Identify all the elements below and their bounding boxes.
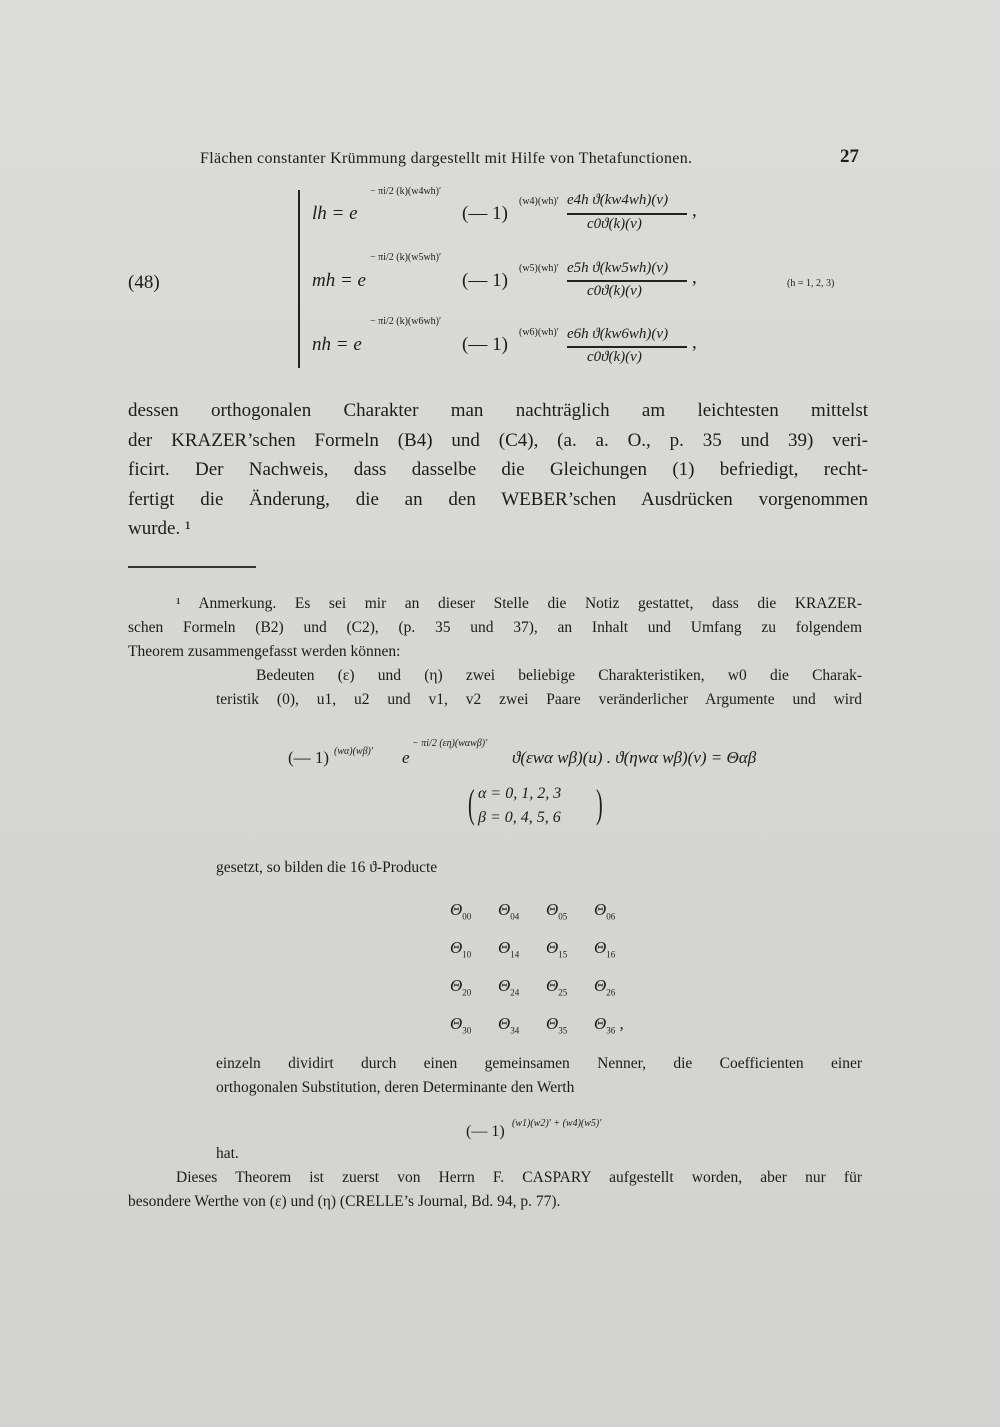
fraction-numerator: e6h ϑ(kw6wh)(v) [567, 326, 669, 342]
paragraph-line: wurde. ¹ [128, 518, 191, 539]
paragraph-line: dessen orthogonalen Charakter man nachträglich am leichtesten mittelst [128, 400, 868, 421]
theta-product: $\Theta_{34}$ [498, 1014, 520, 1036]
theta-product: $\Theta_{06}$ [594, 900, 616, 922]
footnote-line: gesetzt, so bilden die 16 ϑ-Producte [216, 859, 438, 876]
equation-row-m: mh = e − πi/2 (k)(w5wh)′ (— 1) (w5)(wh)′ e5h ϑ(kw5wh)(v) c0ϑ(k)(v) , [312, 252, 697, 299]
footnote-line: einzeln dividirt durch einen gemeinsamen Nenner, die Coefficienten einer [216, 1055, 862, 1072]
page-number: 27 [840, 146, 859, 167]
sign-factor: (— 1) [462, 334, 508, 355]
equation-row-l: lh = e − πi/2 (k)(w4wh)′ (— 1) (w4)(wh)′ e4h ϑ(kw4wh)(v) c0ϑ(k)(v) , [312, 186, 697, 232]
paragraph-line: ficirt. Der Nachweis, dass dasselbe die Gleichungen (1) befriedigt, recht- [128, 459, 868, 480]
fraction-bar [567, 346, 687, 348]
theta-product: $\Theta_{35}$ [546, 1014, 568, 1036]
equation-lhs: mh = e [312, 270, 366, 291]
formula-e-exponent: − πi/2 (εη)(wαwβ)′ [412, 738, 488, 749]
alpha-range: α = 0, 1, 2, 3 [478, 785, 562, 802]
fraction-numerator: e5h ϑ(kw5wh)(v) [567, 260, 669, 276]
footnote-line: Theorem zusammengefasst werden können: [128, 643, 401, 660]
theta-product: $\Theta_{16}$ [594, 938, 616, 960]
equation-condition: (h = 1, 2, 3) [787, 278, 835, 289]
sign-exponent: (w5)(wh)′ [519, 263, 559, 274]
equation-exponent: − πi/2 (k)(w5wh)′ [370, 252, 442, 263]
beta-range: β = 0, 4, 5, 6 [478, 809, 561, 826]
formula-e: e [402, 748, 410, 767]
theta-definition-formula [288, 732, 868, 772]
theta-product: $\Theta_{04}$ [498, 900, 520, 922]
determinant-exponent: (w1)(w2)′ + (w4)(w5)′ [512, 1118, 602, 1129]
formula-sign-exponent: (wα)(wβ)′ [334, 746, 374, 757]
determinant-base: (— 1) [466, 1123, 505, 1140]
footnote-line: orthogonalen Substitution, deren Determinante den Werth [216, 1079, 575, 1096]
index-ranges: ( α = 0, 1, 2, 3 β = 0, 4, 5, 6 ) [468, 780, 618, 832]
footnote-line: Bedeuten (ε) und (η) zwei beliebige Charakteristiken, w0 die Charak- [256, 667, 862, 684]
sign-factor: (— 1) [462, 203, 508, 224]
formula-sign-factor: (— 1) [288, 748, 330, 767]
equation-row-n: nh = e − πi/2 (k)(w6wh)′ (— 1) (w6)(wh)′ e6h ϑ(kw6wh)(v) c0ϑ(k)(v) , [312, 316, 697, 365]
equation-system-bar [298, 190, 300, 368]
footnote-line: teristik (0), u1, u2 und v1, v2 zwei Paare veränderlicher Argumente und wird [216, 691, 862, 708]
body-paragraph [128, 396, 868, 544]
theta-product: $\Theta_{15}$ [546, 938, 568, 960]
paragraph-line: fertigt die Änderung, die an den WEBER’schen Ausdrücken vorgenommen [128, 488, 868, 510]
fraction-bar [567, 280, 687, 282]
running-title: Flächen constanter Krümmung dargestellt mit Hilfe von Thetafunctionen. [200, 150, 693, 167]
theta-product: $\Theta_{00}$ [450, 900, 472, 922]
theta-product: $\Theta_{26}$ [594, 976, 616, 998]
theta-product: $\Theta_{14}$ [498, 938, 520, 960]
equation-label: (48) [128, 272, 160, 293]
footnote-line: besondere Werthe von (ε) und (η) (CRELLE’s Journal, Bd. 94, p. 77). [128, 1193, 561, 1210]
formula-rest: ϑ(εwα wβ)(u) . ϑ(ηwα wβ)(v) = Θαβ [512, 748, 757, 767]
theta-product: $\Theta_{36}$ , [594, 1014, 624, 1036]
fraction-denominator: c0ϑ(k)(v) [587, 283, 642, 299]
paragraph-line: der KRAZER’schen Formeln (B4) und (C4), (a. a. O., p. 35 und 39) veri- [128, 429, 868, 451]
theta-product: $\Theta_{10}$ [450, 938, 472, 960]
equation-lhs: lh = e [312, 203, 358, 224]
footnote-rule [128, 566, 256, 568]
equation-exponent: − πi/2 (k)(w4wh)′ [370, 186, 442, 197]
footnote-line: Dieses Theorem ist zuerst von Herrn F. CASPARY aufgestellt worden, aber nur für [176, 1169, 862, 1186]
fraction-bar [567, 213, 687, 215]
theta-product: $\Theta_{05}$ [546, 900, 568, 922]
theta-product: $\Theta_{30}$ [450, 1014, 472, 1036]
footnote-line: ¹ Anmerkung. Es sei mir an dieser Stelle die Notiz gestattet, dass die KRAZER- [176, 595, 862, 612]
sign-exponent: (w4)(wh)′ [519, 196, 559, 207]
theta-product: $\Theta_{24}$ [498, 976, 520, 998]
sign-factor: (— 1) [462, 270, 508, 291]
fraction-denominator: c0ϑ(k)(v) [587, 216, 642, 232]
sign-exponent: (w6)(wh)′ [519, 327, 559, 338]
determinant-value [466, 1110, 666, 1140]
fraction-denominator: c0ϑ(k)(v) [587, 349, 642, 365]
theta-product: $\Theta_{25}$ [546, 976, 568, 998]
equation-lhs: nh = e [312, 334, 362, 355]
footnote-line: schen Formeln (B2) und (C2), (p. 35 und 37), an Inhalt und Umfang zu folgendem [128, 619, 862, 636]
theta-product: $\Theta_{20}$ [450, 976, 472, 998]
equation-exponent: − πi/2 (k)(w6wh)′ [370, 316, 442, 327]
footnote-line: hat. [216, 1145, 239, 1162]
fraction-numerator: e4h ϑ(kw4wh)(v) [567, 192, 669, 208]
